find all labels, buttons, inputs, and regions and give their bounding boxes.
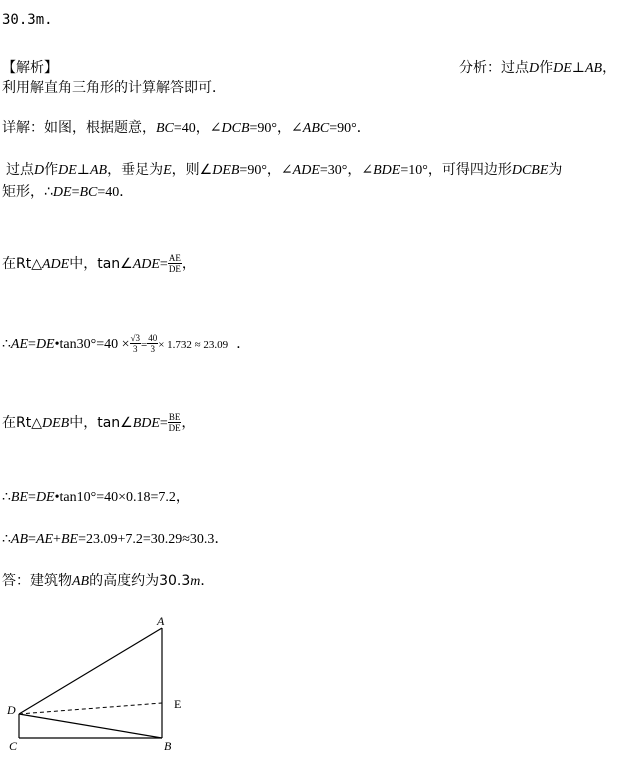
line-db (19, 714, 162, 738)
detail-line: 详解：如图，根据题意，BC=40，∠DCB=90°，∠ABC=90°． (2, 120, 371, 136)
geometry-diagram (0, 610, 220, 770)
line-de (19, 703, 162, 714)
step1-line: 过点D作DE⊥AB，垂足为E，则∠DEB=90°，∠ADE=30°，∠BDE=10°，可得四边形DCBE为 (6, 162, 563, 178)
rt-ade-line: 在Rt△ADE中，tan∠ADE= $\frac{AE}{DE}$ ， (2, 253, 196, 274)
label-b: B (164, 739, 172, 753)
fraction-be-de: $\frac{BE}{DE}$ (168, 412, 181, 433)
analysis-label: 【解析】 (2, 60, 58, 76)
fraction-sqrt3-3: $\frac{√3}{3}$ (130, 333, 140, 354)
label-a: A (157, 614, 165, 628)
calc-be-line: ∴BE=DE•tan10°=40×0.18=7.2， (2, 489, 190, 505)
label-e: E (174, 697, 182, 711)
analysis-line1: 分析：过点D作DE⊥AB， (459, 60, 617, 76)
label-c: C (9, 739, 18, 753)
analysis-line2: 利用解直角三角形的计算解答即可． (2, 80, 226, 96)
label-d: D (7, 703, 16, 717)
step1-line2: 矩形，∴DE=BC=40． (2, 184, 134, 200)
final-answer-line: 答：建筑物AB的高度约为30.3m． (2, 573, 215, 589)
fraction-ae-de: $\frac{AE}{DE}$ (168, 253, 181, 274)
calc-ae-line: ∴AE=DE•tan30°=40 × $\frac{√3}{3}$ = $\frac{40}{3}$ × 1.732 ≈ 23.09 ． (2, 333, 251, 354)
fraction-40-3: $\frac{40}{3}$ (148, 333, 158, 354)
answer-text: 30.3m. (2, 12, 53, 28)
calc-ab-line: ∴AB=AE+BE=23.09+7.2=30.29≈30.3． (2, 532, 229, 547)
line-da (19, 628, 162, 714)
rt-deb-line: 在Rt△DEB中，tan∠BDE= $\frac{BE}{DE}$ ， (2, 412, 196, 433)
